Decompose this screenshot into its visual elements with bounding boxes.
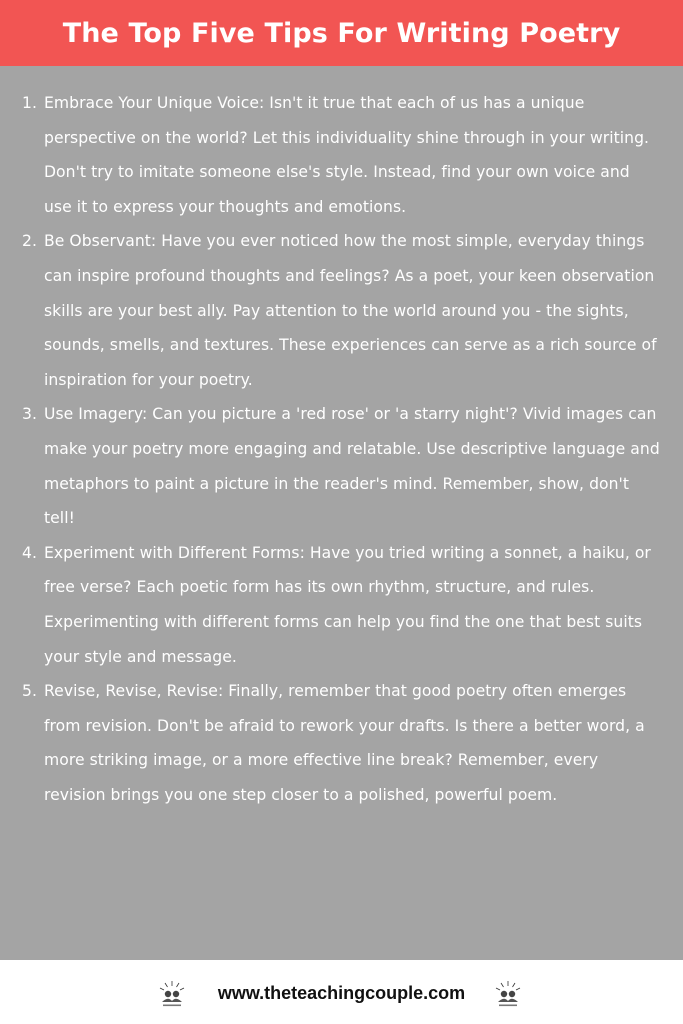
- list-item: [22, 674, 662, 812]
- list-item: [22, 86, 662, 224]
- site-url: www.theteachingcouple.com: [217, 983, 466, 1003]
- list-item-number: 3.: [22, 405, 37, 424]
- list-item: [22, 224, 662, 397]
- list-item-text: Revise, Revise, Revise: Finally, remember that good poetry often emerges from revision. Don't be afraid to rework your drafts. Is there a better word, a more striking image, or a more effective line break? Remember, every revision brings you one step closer to a polished, powerful poem.: [44, 682, 645, 804]
- page-title: The Top Five Tips For Writing Poetry: [62, 17, 621, 49]
- tips-list: [22, 86, 662, 812]
- list-item-text: Use Imagery: Can you picture a 'red rose' or 'a starry night'? Vivid images can make your poetry more engaging and relatable. Use descriptive language and metaphors to paint a picture in the reader's mind. Remember, show, don't tell!: [44, 405, 660, 528]
- list-item-text: Experiment with Different Forms: Have you tried writing a sonnet, a haiku, or free verse? Each poetic form has its own rhythm, structure, and rules. Experimenting with different forms can help you find the one that best suits your style and message.: [44, 543, 651, 666]
- list-item: [22, 397, 662, 535]
- footer: [0, 960, 683, 1024]
- list-item-number: 5.: [22, 682, 37, 701]
- tips-panel: [0, 66, 683, 960]
- list-item-number: 2.: [22, 232, 37, 251]
- list-item-number: 1.: [22, 94, 37, 112]
- header-banner: [0, 0, 683, 66]
- list-item: [22, 536, 662, 674]
- list-item-text: Be Observant: Have you ever noticed how the most simple, everyday things can inspire profound thoughts and feelings? As a poet, your keen observation skills are your best ally. Pay attention to the world around you - the sights, sounds, smells, and textures. These experiences can serve as a rich source of inspiration for your poetry.: [44, 232, 657, 389]
- list-item-number: 4.: [22, 543, 37, 562]
- list-item-text: Embrace Your Unique Voice: Isn't it true that each of us has a unique perspective on the world? Let this individuality shine through in your writing. Don't try to imitate someone else's style. Instead, find your own voice and use it to express your thoughts and emotions.: [44, 94, 650, 216]
- teaching-couple-logo-icon: [493, 979, 523, 1009]
